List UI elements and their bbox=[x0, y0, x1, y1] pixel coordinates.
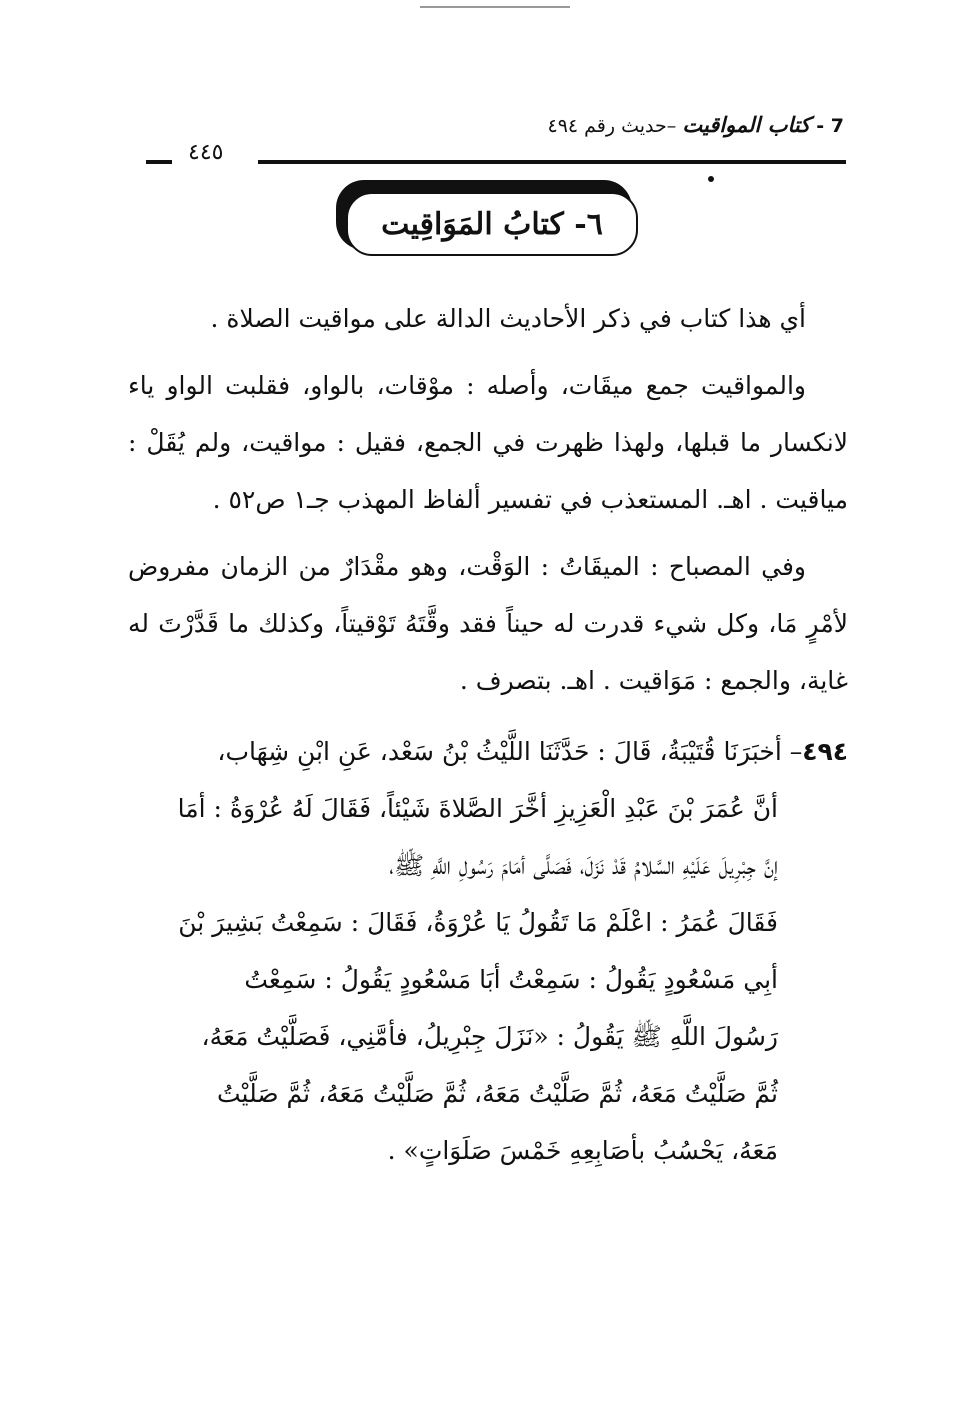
header-chapter-number: 7 - bbox=[816, 115, 844, 137]
hadith-line: أنَّ عُمَرَ بْنَ عَبْدِ الْعَزِيزِ أخَّرَ الصَّلاةَ شَيْئاً، فَقَالَ لَهُ عُرْوَةُ : أمَا bbox=[177, 794, 778, 823]
hadith-block bbox=[128, 723, 848, 1179]
hadith-line: مَعَهُ، يَحْسُبُ بأصَابِعِهِ خَمْسَ صَلَوَاتٍ» . bbox=[387, 1136, 778, 1165]
hadith-line: رَسُولَ اللَّهِ ﷺ يَقُولُ : «نَزَلَ جِبْرِيلُ، فأمَّنِي، فَصَلَّيْتُ مَعَهُ، bbox=[201, 1022, 778, 1051]
hadith-line-text: – أخبَرَنَا قُتَيْبَةُ، قَالَ : حَدَّثَنَا اللَّيْثُ بْنُ سَعْد، عَنِ ابْنِ شِهَاب، bbox=[217, 737, 803, 766]
chapter-title-box bbox=[346, 192, 638, 256]
hadith-line: إنَّ جِبْرِيلَ عَلَيْهِ السَّلامُ قَدْ نَزَلَ، فَصَلَّى أمَامَ رَسُولِ اللَّهِ ﷺ، bbox=[389, 851, 778, 880]
hadith-line: فَقَالَ عُمَرُ : اعْلَمْ مَا تَقُولُ يَا عُرْوَةُ، فَقَالَ : سَمِعْتُ بَشِيرَ بْنَ bbox=[178, 908, 778, 937]
scan-artifact-line bbox=[420, 6, 570, 8]
paragraph-misbah: وفي المصباح : الميقَاتُ : الوَقْت، وهو مقْدَارٌ من الزمان مفروض لأمْرٍ مَا، وكل شيء قدرت له حيناً فقد وقَّتَهُ تَوْقيتاً، وكذلك ما قَدَّرْتَ له غاية، والجمع : مَوَاقيت . اهـ. بتصرف . bbox=[128, 552, 848, 695]
header-rule bbox=[258, 160, 846, 164]
page-number: ٤٤٥ bbox=[188, 140, 224, 165]
hadith-line: ثُمَّ صَلَّيْتُ مَعَهُ، ثُمَّ صَلَّيْتُ مَعَهُ، ثُمَّ صَلَّيْتُ مَعَهُ، ثُمَّ صَلَّيْتُ bbox=[216, 1079, 778, 1108]
hadith-number: ٤٩٤ bbox=[802, 737, 848, 766]
paragraph-etymology: والمواقيت جمع ميقَات، وأصله : موْقات، بالواو، فقلبت الواو ياء لانكسار ما قبلها، ولهذا ظهرت في الجمع، فقيل : مواقيت، ولم يُقَلْ : مياقيت . اهـ. المستعذب في تفسير ألفاظ المهذب جـ١ ص٥٢ . bbox=[128, 371, 848, 514]
header-hadith-reference: –حديث رقم ٤٩٤ bbox=[547, 115, 677, 137]
hadith-line bbox=[128, 723, 848, 780]
hadith-line: أبِي مَسْعُودٍ يَقُولُ : سَمِعْتُ أبَا مَسْعُودٍ يَقُولُ : سَمِعْتُ bbox=[244, 965, 778, 994]
header-dot bbox=[708, 176, 714, 182]
body-text bbox=[128, 290, 848, 1179]
chapter-title: ٦- كتابُ المَوَاقِيت bbox=[381, 206, 603, 242]
paragraph-intro: أي هذا كتاب في ذكر الأحاديث الدالة على مواقيت الصلاة . bbox=[210, 304, 806, 333]
page-number-dash bbox=[146, 160, 172, 164]
running-header bbox=[548, 112, 845, 137]
header-book-name: كتاب المواقيت bbox=[682, 112, 811, 137]
